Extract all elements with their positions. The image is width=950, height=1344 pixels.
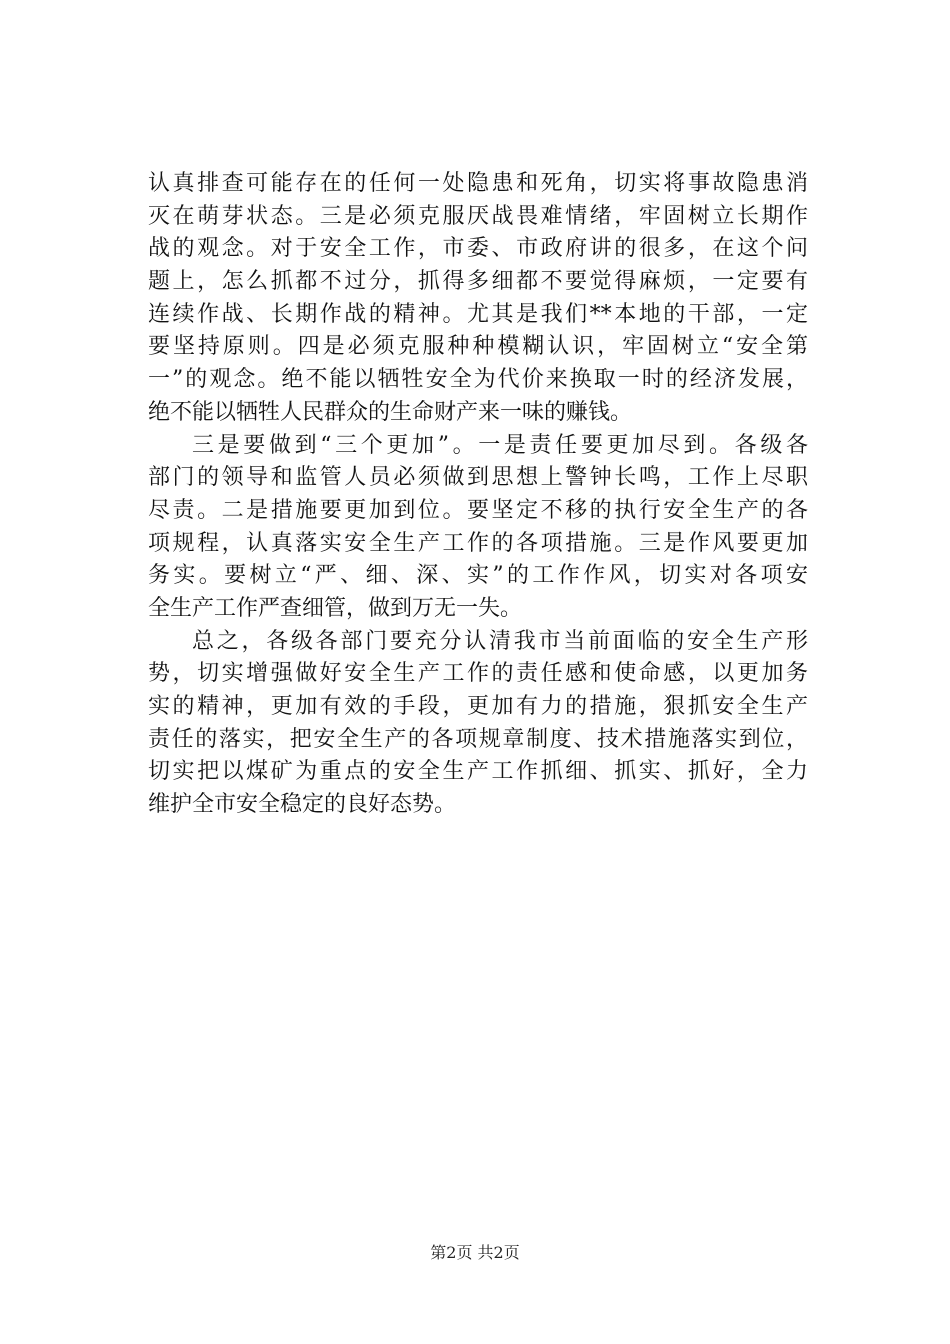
text-line: 切实把以煤矿为重点的安全生产工作抓细、抓实、抓好，全力 — [148, 759, 808, 785]
text-line: 战的观念。对于安全工作，市委、市政府讲的很多，在这个问 — [148, 236, 808, 262]
text-line: 连续作战、长期作战的精神。尤其是我们**本地的干部，一定 — [148, 301, 808, 327]
text-line: 务实。要树立“严、细、深、实”的工作作风，切实对各项安 — [148, 563, 808, 589]
text-line: 势，切实增强做好安全生产工作的责任感和使命感，以更加务 — [148, 661, 808, 687]
text-line: 绝不能以牺牲人民群众的生命财产来一味的赚钱。 — [148, 399, 633, 425]
text-line: 要坚持原则。四是必须克服种种模糊认识，牢固树立“安全第 — [148, 334, 808, 360]
text-line: 认真排查可能存在的任何一处隐患和死角，切实将事故隐患消 — [148, 171, 808, 196]
text-line: 灭在萌芽状态。三是必须克服厌战畏难情绪，牢固树立长期作 — [148, 203, 808, 229]
text-line: 全生产工作严查细管，做到万无一失。 — [148, 595, 523, 621]
text-line: 维护全市安全稳定的良好态势。 — [148, 792, 457, 818]
text-line: 一”的观念。绝不能以牺牲安全为代价来换取一时的经济发展， — [148, 367, 808, 393]
text-line: 部门的领导和监管人员必须做到思想上警钟长鸣，工作上尽职 — [148, 465, 808, 491]
text-line: 尽责。二是措施要更加到位。要坚定不移的执行安全生产的各 — [148, 497, 808, 523]
paragraph-1 — [148, 168, 808, 430]
document-body — [148, 168, 808, 822]
paragraph-2 — [148, 430, 808, 626]
page-number: 第2页 — [430, 1243, 473, 1262]
text-line: 责任的落实，把安全生产的各项规章制度、技术措施落实到位， — [148, 726, 808, 752]
text-line: 题上，怎么抓都不过分，抓得多细都不要觉得麻烦，一定要有 — [148, 269, 808, 295]
text-line: 项规程，认真落实安全生产工作的各项措施。三是作风要更加 — [148, 530, 808, 556]
text-line: 实的精神，更加有效的手段，更加有力的措施，狠抓安全生产 — [148, 694, 808, 719]
page-total: 共2页 — [477, 1243, 520, 1262]
page-footer — [0, 1243, 950, 1263]
text-line: 三是要做到“三个更加”。一是责任要更加尽到。各级各 — [192, 432, 808, 458]
text-line: 总之，各级各部门要充分认清我市当前面临的安全生产形 — [192, 628, 808, 654]
paragraph-3 — [148, 626, 808, 822]
